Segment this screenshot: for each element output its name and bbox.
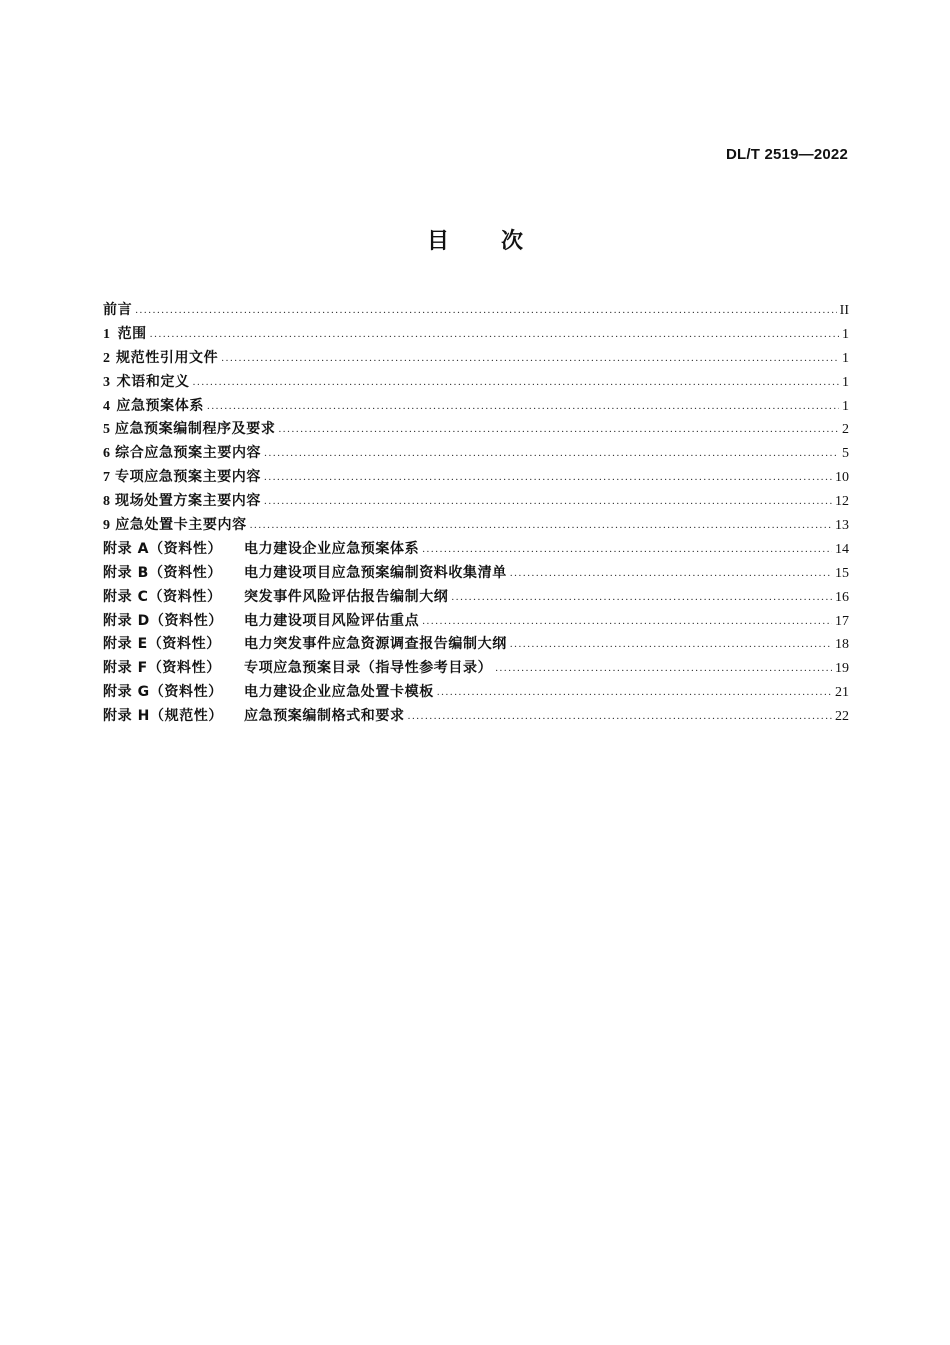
- toc-entry-text: 专项应急预案目录（指导性参考目录）: [244, 660, 493, 677]
- toc-annex-prefix: 附录 C（资料性）: [103, 588, 222, 605]
- toc-annex-a[interactable]: [103, 538, 849, 562]
- toc-entry-number: 8: [103, 494, 110, 510]
- toc-page-number: 14: [835, 541, 849, 557]
- toc-leader-dots: [408, 710, 832, 722]
- toc-leader-dots: [250, 519, 832, 531]
- toc-entry-text: 范围: [117, 325, 147, 342]
- toc-entry-text: 术语和定义: [116, 373, 190, 390]
- toc-leader-dots: [451, 591, 832, 603]
- toc-entry-text: 现场处置方案主要内容: [115, 493, 261, 510]
- toc-page-number: 13: [835, 518, 849, 534]
- toc-annex-f[interactable]: [103, 657, 849, 681]
- toc-page-number: 18: [835, 637, 849, 653]
- toc-annex-b[interactable]: [103, 562, 849, 586]
- toc-leader-dots: [135, 304, 836, 316]
- standard-code: DL/T 2519—2022: [725, 146, 848, 163]
- toc-page-number: 22: [835, 709, 849, 725]
- toc-annex-prefix: 附录 A（资料性）: [103, 540, 223, 557]
- toc-leader-dots: [422, 543, 832, 555]
- toc-leader-dots: [150, 328, 839, 340]
- toc-page-number: II: [839, 303, 849, 318]
- toc-leader-dots: [510, 567, 832, 579]
- toc-leader-dots: [264, 495, 832, 507]
- toc-leader-dots: [510, 638, 832, 650]
- toc-page-number: 1: [842, 398, 849, 414]
- toc-annex-prefix: 附录 H（规范性）: [103, 708, 223, 725]
- toc-entry-number: 3: [103, 374, 110, 390]
- toc-entry-text: 电力建设企业应急处置卡模板: [244, 684, 434, 701]
- toc-annex-prefix: 附录 E（资料性）: [103, 636, 221, 653]
- toc-entry-8[interactable]: [103, 490, 849, 514]
- toc-leader-dots: [264, 471, 832, 483]
- toc-entry-2[interactable]: [103, 347, 849, 371]
- toc-entry-number: 1: [103, 326, 110, 342]
- toc-annex-prefix: 附录 F（资料性）: [103, 660, 221, 677]
- toc-page-number: 10: [835, 470, 849, 486]
- toc-annex-g[interactable]: [103, 681, 849, 705]
- toc-annex-e[interactable]: [103, 633, 849, 657]
- toc-leader-dots: [278, 423, 839, 435]
- toc-annex-prefix: 附录 G（资料性）: [103, 684, 223, 701]
- toc-page-number: 12: [835, 494, 849, 510]
- page-title-char-2: 次: [501, 229, 524, 254]
- toc-leader-dots: [437, 686, 832, 698]
- toc-leader-dots: [264, 447, 839, 459]
- toc-entry-text: 突发事件风险评估报告编制大纲: [244, 588, 449, 605]
- toc-entry-text: 电力建设企业应急预案体系: [244, 540, 420, 557]
- toc-entry-text: 规范性引用文件: [116, 349, 219, 366]
- toc-page-number: 17: [835, 613, 849, 629]
- toc-entry-4[interactable]: [103, 395, 849, 419]
- toc-entry-text: 电力建设项目风险评估重点: [244, 612, 420, 629]
- toc-entry-number: 7: [103, 470, 110, 486]
- toc-entry-number: 2: [103, 350, 110, 366]
- toc-leader-dots: [193, 376, 839, 388]
- page-title-char-1: 目: [426, 229, 449, 254]
- toc-page-number: 2: [842, 422, 849, 438]
- toc-entry-text: 专项应急预案主要内容: [115, 469, 261, 486]
- toc-annex-prefix: 附录 B（资料性）: [103, 564, 222, 581]
- toc-entry-text: 应急处置卡主要内容: [115, 517, 247, 534]
- toc-page-number: 1: [842, 350, 849, 366]
- toc-page-number: 1: [842, 374, 849, 390]
- toc-page-number: 1: [842, 326, 849, 342]
- toc-entry-text: 应急预案体系: [116, 397, 204, 414]
- toc-annex-prefix: 附录 D（资料性）: [103, 612, 223, 629]
- toc-page-number: 19: [835, 661, 849, 677]
- toc-entry-text: 综合应急预案主要内容: [115, 445, 262, 462]
- toc-page-number: 16: [835, 589, 849, 605]
- toc-entry-7[interactable]: [103, 466, 849, 490]
- toc-entry-5[interactable]: [103, 418, 849, 442]
- toc-page-number: 15: [835, 565, 849, 581]
- toc-entry-text: 应急预案编制格式和要求: [244, 708, 405, 725]
- toc-entry-text: 电力突发事件应急资源调查报告编制大纲: [244, 636, 507, 653]
- toc-leader-dots: [495, 662, 832, 674]
- page-title: [0, 224, 950, 255]
- toc-entry-6[interactable]: [103, 442, 849, 466]
- toc-annex-h[interactable]: [103, 705, 849, 729]
- toc-annex-d[interactable]: [103, 610, 849, 634]
- toc-entry-3[interactable]: [103, 371, 849, 395]
- toc-entry-1[interactable]: [103, 323, 849, 347]
- toc-annex-c[interactable]: [103, 586, 849, 610]
- toc-leader-dots: [207, 400, 839, 412]
- toc-leader-dots: [221, 352, 839, 364]
- toc-entry-text: 应急预案编制程序及要求: [114, 421, 276, 438]
- toc-entry-9[interactable]: [103, 514, 849, 538]
- toc-entry-number: 5: [103, 422, 110, 438]
- toc-entry-number: 9: [103, 518, 110, 534]
- toc-entry-number: 6: [103, 446, 110, 462]
- toc-page-number: 5: [842, 446, 849, 462]
- table-of-contents: [103, 299, 849, 729]
- toc-page-number: 21: [835, 685, 849, 701]
- toc-leader-dots: [422, 615, 832, 627]
- toc-entry-text: 电力建设项目应急预案编制资料收集清单: [244, 564, 507, 581]
- toc-entry-foreword[interactable]: [103, 299, 849, 323]
- toc-entry-text: 前言: [103, 302, 133, 318]
- toc-entry-number: 4: [103, 398, 110, 414]
